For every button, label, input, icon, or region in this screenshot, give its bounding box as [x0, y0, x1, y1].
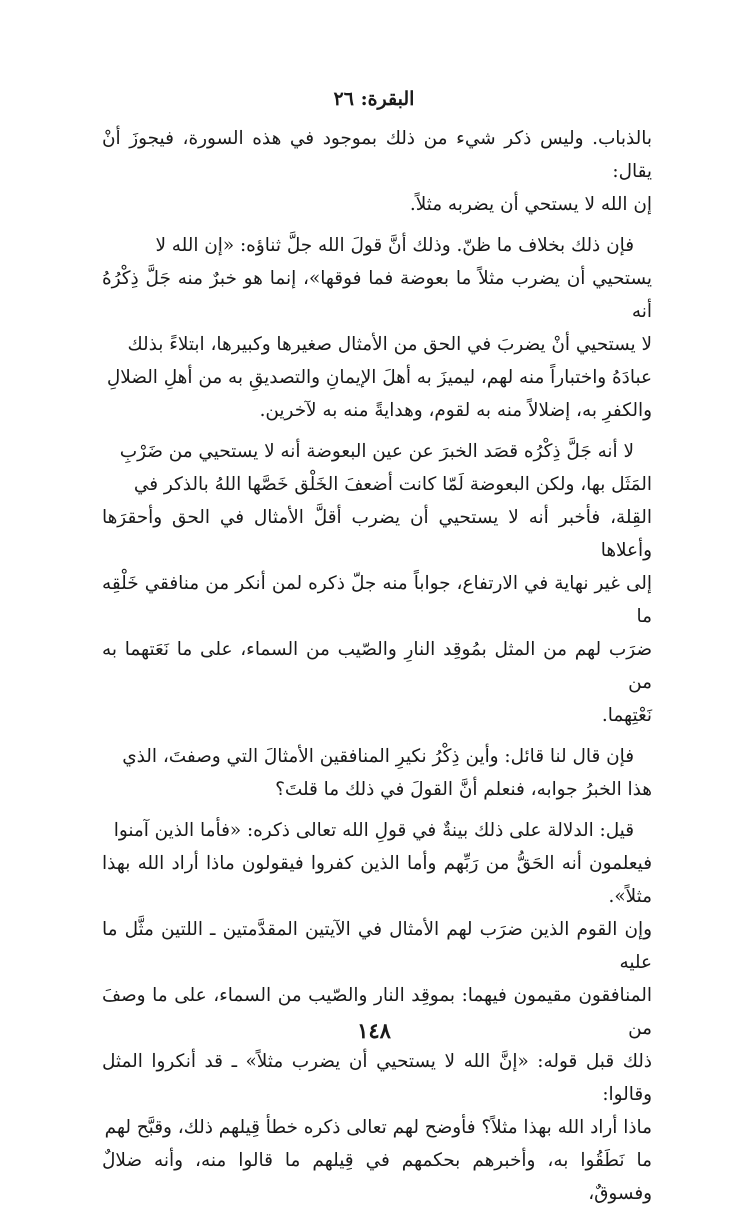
text-line: فيعلمون أنه الحَقُّ من رَبِّهم وأما الذين كفروا فيقولون ماذا أراد الله بهذا مثلاً». — [102, 853, 652, 907]
text-line: قيل: الدلالة على ذلك بينةٌ في قولِ الله تعالى ذكره: «فأما الذين آمنوا — [113, 820, 634, 841]
text-line: لا أنه جَلَّ ذِكْرُه قصَد الخبرَ عن عين البعوضة أنه لا يستحيي من ضَرْبِ — [119, 441, 634, 462]
paragraph — [102, 740, 652, 806]
text-line: وإن القوم الذين ضرَب لهم الأمثال في الآيتين المقدَّمتين ـ اللتين مثَّل ما عليه — [102, 919, 652, 973]
paragraph — [102, 229, 652, 427]
text-line: لا يستحيي أنْ يضربَ في الحق من الأمثال صغيرها وكبيرها، ابتلاءً بذلك — [127, 334, 652, 355]
text-line: فإن ذلك بخلاف ما ظنّ. وذلك أنَّ قولَ الله جلَّ ثناؤه: «إن الله لا — [155, 235, 634, 256]
text-line: المنافقون مقيمون فيهما: بموقِد النار والصّيب من السماء، على ما وصفَ من — [102, 985, 652, 1039]
page-number: ١٤٨ — [357, 1018, 391, 1043]
text-line: ما نَطَقُوا به، وأخبرهم بحكمهم في قِيلهم ما قالوا منه، وأنه ضلالٌ وفسوقٌ، — [102, 1150, 652, 1204]
text-line: يستحيي أن يضرب مثلاً ما بعوضة فما فوقها»، إنما هو خبرٌ منه جَلَّ ذِكْرُهُ أنه — [102, 268, 652, 322]
text-line: نَعْتِهما. — [601, 705, 652, 726]
text-line: ذلك قبل قوله: «إنَّ الله لا يستحيي أن يضرب مثلاً» ـ قد أنكروا المثل وقالوا: — [102, 1051, 652, 1105]
page-body — [102, 122, 652, 1218]
text-line: المَثَل بها، ولكن البعوضة لَمّا كانت أضعفَ الخَلْق خَصَّها اللهُ بالذكر في — [133, 474, 652, 495]
text-line: هذا الخبرُ جوابه، فنعلم أنَّ القولَ في ذلك ما قلتَ؟ — [275, 779, 652, 800]
text-line: عبادَهُ واختباراً منه لهم، ليميزَ به أهلَ الإيمانِ والتصديقِ به من أهلِ الضلالِ — [106, 367, 652, 388]
text-line: فإن قال لنا قائل: وأين ذِكْرُ نكيرِ المنافقين الأمثالَ التي وصفتَ، الذي — [122, 746, 634, 767]
text-line: والكفرِ به، إضلالاً منه به لقوم، وهدايةً منه به لآخرين. — [259, 400, 652, 421]
running-header: البقرة: ٢٦ — [333, 88, 415, 110]
text-line: ماذا أراد الله بهذا مثلاً؟ فأوضح لهم تعالى ذكره خطأ قِيلهم ذلك، وقبَّح لهم — [104, 1117, 652, 1138]
text-line: إلى غير نهاية في الارتفاع، جواباً منه جلّ ذكره لمن أنكر من منافقي خَلْقِه ما — [102, 573, 652, 627]
paragraph — [102, 814, 652, 1210]
text-line: ضرَب لهم من المثل بمُوقِد النارِ والصّيب من السماء، على ما نَعَتهما به من — [102, 639, 652, 693]
text-line: إن الله لا يستحي أن يضربه مثلاً. — [409, 194, 652, 215]
paragraph — [102, 122, 652, 221]
paragraph — [102, 435, 652, 732]
text-line: القِلة، فأخبر أنه لا يستحيي أن يضرب أقلَّ الأمثال في الحق وأحقرَها وأعلاها — [102, 507, 652, 561]
text-line: بالذباب. وليس ذكر شيء من ذلك بموجود في هذه السورة، فيجوزَ أنْ يقال: — [102, 128, 652, 182]
